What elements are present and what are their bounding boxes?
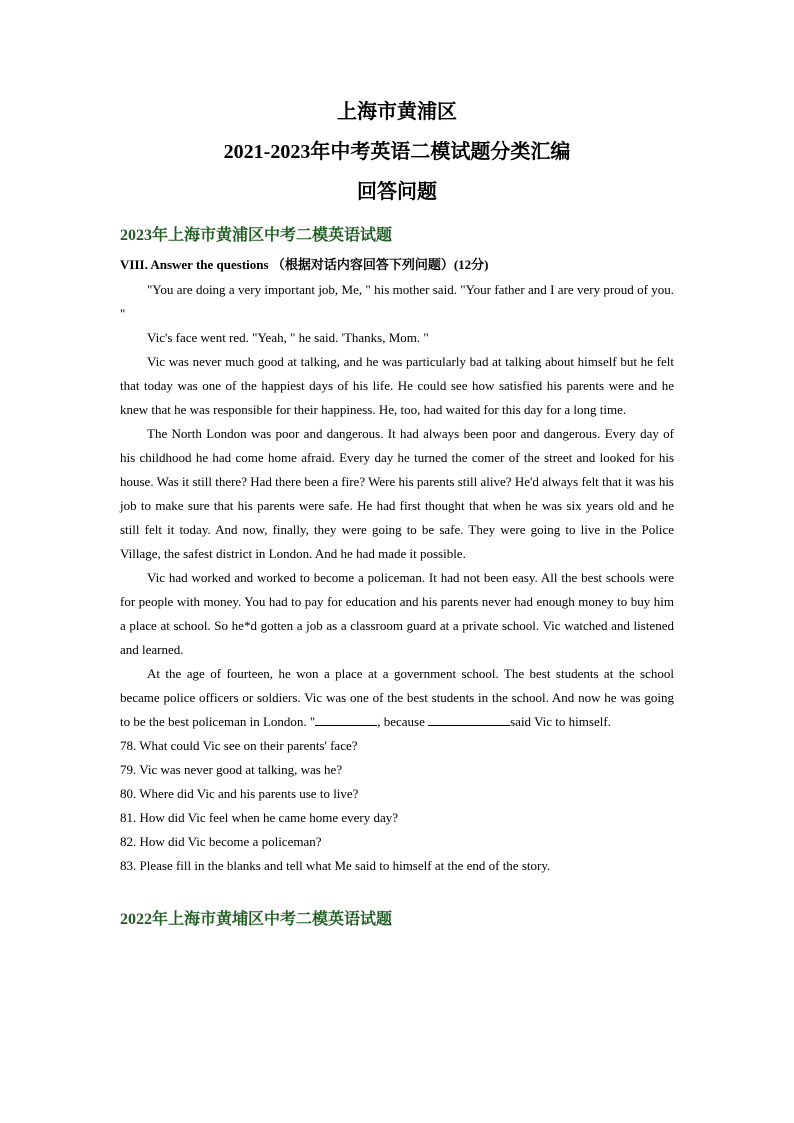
passage-paragraph: "You are doing a very important job, Me, " his mother said. "Your father and I are very proud of you. " — [120, 282, 674, 321]
section-heading-2022: 2022年上海市黄埔区中考二模英语试题 — [120, 911, 393, 928]
question-item: 79. Vic was never good at talking, was he? — [120, 762, 343, 777]
passage-text: said Vic to himself. — [510, 714, 611, 729]
document-page — [120, 92, 674, 938]
answer-blank — [428, 711, 510, 726]
question-heading: VIII. Answer the questions （根据对话内容回答下列问题）(12分) — [120, 257, 489, 272]
passage-paragraph-last — [120, 662, 674, 734]
passage-paragraph: The North London was poor and dangerous. It had always been poor and dangerous. Every day of his childhood he had come home afraid. Every day he turned the comer of the street and looked for his house. Was it still there? Had there been a fire? Were his parents still alive? He'd always felt that it was his job to make sure that his parents were safe. He had first thought that when he was six years old and he still felt it today. And now, finally, they were going to be safe. They were going to live in the Police Village, the safest district in London. And he had made it possible. — [120, 426, 674, 561]
question-item: 82. How did Vic become a policeman? — [120, 834, 322, 849]
question-item: 83. Please fill in the blanks and tell what Me said to himself at the end of the story. — [120, 858, 551, 873]
passage-paragraph: Vic was never much good at talking, and he was particularly bad at talking about himself but he felt that today was one of the happiest days of his life. He could see how satisfied his parents were and he knew that he was responsible for their happiness. He, too, had waited for this day for a long time. — [120, 354, 674, 417]
title-topic: 回答问题 — [357, 181, 437, 203]
title-region: 上海市黄浦区 — [337, 101, 457, 123]
passage-paragraph: Vic had worked and worked to become a policeman. It had not been easy. All the best schools were for people with money. You had to pay for education and his parents never had enough money to buy him a place at school. So he*d gotten a job as a classroom guard at a private school. Vic watched and listened and learned. — [120, 570, 674, 657]
question-item: 78. What could Vic see on their parents' face? — [120, 738, 358, 753]
passage-text: At the age of fourteen, he won a place at a government school. The best students at the school became police officers or soldiers. Vic was one of the best students in the school. And now he was going to be the best policeman in London. " — [120, 666, 674, 729]
question-item: 80. Where did Vic and his parents use to live? — [120, 786, 359, 801]
title-collection: 2021-2023年中考英语二模试题分类汇编 — [223, 141, 571, 163]
passage-paragraph: Vic's face went red. "Yeah, " he said. 'Thanks, Mom. " — [147, 330, 429, 345]
passage-text: , because — [377, 714, 429, 729]
question-item: 81. How did Vic feel when he came home every day? — [120, 810, 399, 825]
section-heading-2023: 2023年上海市黄浦区中考二模英语试题 — [120, 227, 393, 244]
answer-blank — [315, 711, 377, 726]
